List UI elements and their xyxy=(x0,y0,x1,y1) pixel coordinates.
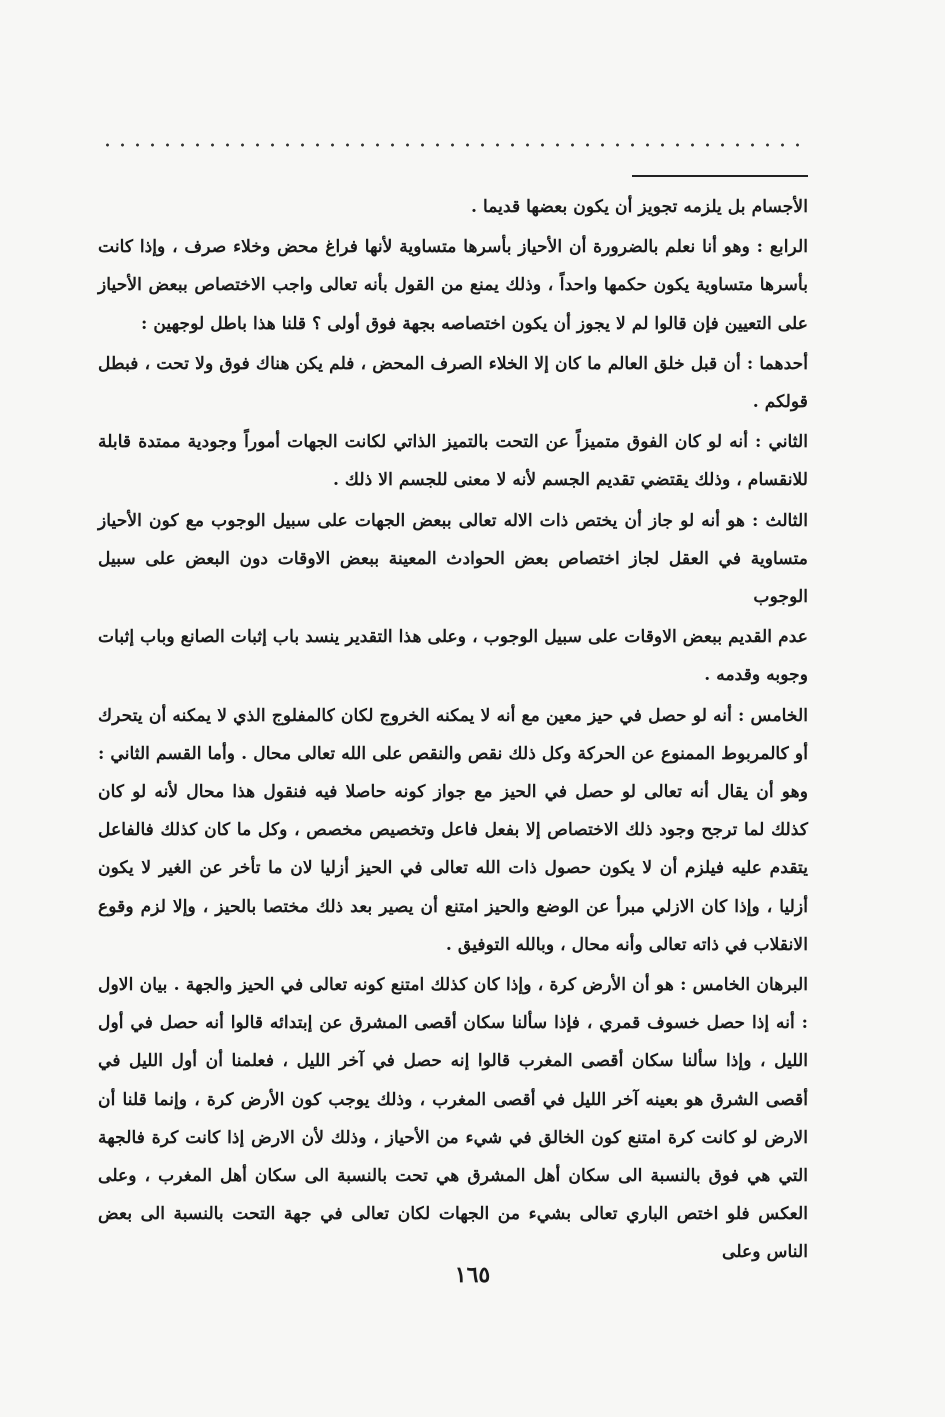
paragraph-continuation: الأجسام بل يلزمه تجويز أن يكون بعضها قديما . xyxy=(471,197,808,217)
header-rule xyxy=(632,175,808,177)
paragraph-fourth-argument: الرابع : وهو أنا نعلم بالضرورة أن الأحياز بأسرها متساوية لأنها فراغ محض وخلاء صرف ، وإذا كانت بأسرها متساوية يكون حكمها واحداً ، وذلك يمنع من القول بأنه تعالى واجب الاختصاص ببعض الأحياز على التعيين فإن قالوا لم لا يجوز أن يكون اختصاصه بجهة فوق أولى ؟ قلنا هذا باطل لوجهين : xyxy=(98,237,808,334)
paragraph-third-aspect: الثالث : هو أنه لو جاز أن يختص ذات الاله تعالى ببعض الجهات على سبيل الوجوب مع كون الأحياز متساوية في العقل لجاز اختصاص بعض الحوادث المعينة ببعض الاوقات دون البعض على سبيل الوجوب xyxy=(98,510,808,608)
paragraph-second-aspect: الثاني : أنه لو كان الفوق متميزاً عن التحت بالتميز الذاتي لكانت الجهات أموراً وجودية ممتدة قابلة للانقسام ، وذلك يقتضي تقديم الجسم لأنه لا معنى للجسم الا ذلك . xyxy=(98,432,808,491)
header-dotted-line xyxy=(100,140,810,150)
paragraph-first-aspect: أحدهما : أن قبل خلق العالم ما كان إلا الخلاء الصرف المحض ، فلم يكن هناك فوق ولا تحت ، فبطل قولكم . xyxy=(98,353,808,413)
paragraph-fifth-proof: البرهان الخامس : هو أن الأرض كرة ، وإذا كان كذلك امتنع كونه تعالى في الحيز والجهة . بيان الاول : أنه إذا حصل خسوف قمري ، فإذا سألنا سكان أقصى المشرق عن إبتدائه قالوا أنه حصل في أول الليل ، وإذا سألنا سكان أقصى المغرب قالوا إنه حصل في آخر الليل ، فعلمنا أن أول الليل في أقصى الشرق هو بعينه آخر الليل في أقصى المغرب ، وذلك يوجب كون الأرض كرة ، وإنما قلنا أن الارض لو كانت كرة امتنع كون الخالق في شيء من الأحياز ، وذلك لأن الارض إذا كانت كرة فالجهة التي هي فوق بالنسبة الى سكان أهل المشرق هي تحت بالنسبة الى سكان أهل المغرب ، وعلى العكس فلو اختص الباري تعالى بشيء من الجهات لكان تعالى في جهة التحت بالنسبة الى بعض الناس وعلى xyxy=(98,975,808,1263)
paragraph-eternal: عدم القديم ببعض الاوقات على سبيل الوجوب ، وعلى هذا التقدير ينسد باب إثبات الصانع وباب إثبات وجوبه وقدمه . xyxy=(98,627,808,686)
body-text xyxy=(98,188,808,1274)
paragraph-fifth: الخامس : أنه لو حصل في حيز معين مع أنه لا يمكنه الخروج لكان كالمفلوج الذي لا يمكنه أن يتحرك أو كالمربوط الممنوع عن الحركة وكل ذلك نقص والنقص على الله تعالى محال . وأما القسم الثاني : وهو أن يقال أنه تعالى لو حصل في الحيز مع جواز كونه حاصلا فيه فنقول هذا محال لأنه لو كان كذلك لما ترجح وجود ذلك الاختصاص إلا بفعل فاعل وتخصيص مخصص ، وكل ما كان كذلك فالفاعل يتقدم عليه فيلزم أن لا يكون حصول ذات الله تعالى في الحيز أزليا لان ما تأخر عن الغير لا يكون أزليا ، وإذا كان الازلي مبرأ عن الوضع والحيز امتنع أن يصير بعد ذلك مختصا بالحيز ، وإلا لزم وقوع الانقلاب في ذاته تعالى وأنه محال ، وبالله التوفيق . xyxy=(98,705,808,955)
page-number: ١٦٥ xyxy=(454,1262,491,1288)
